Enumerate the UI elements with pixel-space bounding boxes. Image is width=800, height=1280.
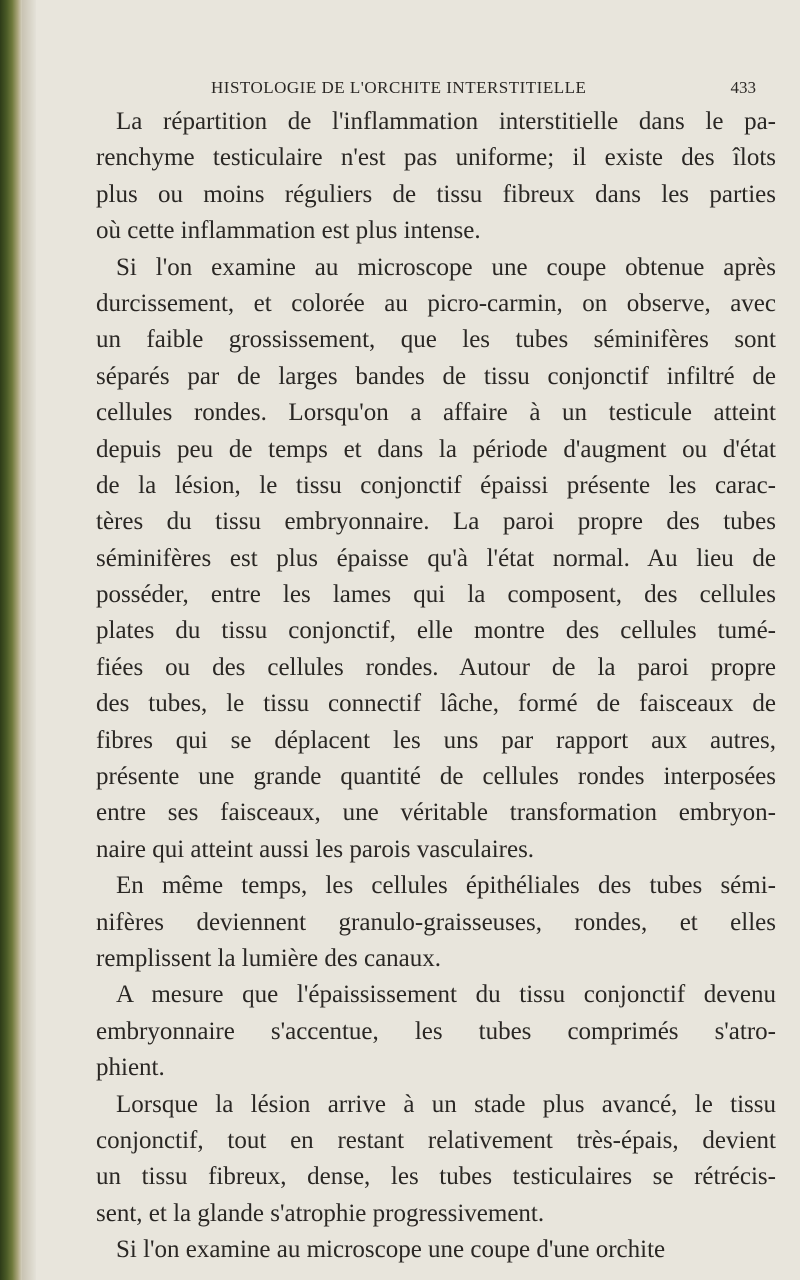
- text-line: sent, et la glande s'atrophie progressivement.: [96, 1199, 545, 1227]
- text-line: conjonctif, tout en restant relativement très-épais, devient: [96, 1126, 776, 1154]
- text-line: En même temps, les cellules épithéliales des tubes sémi-: [116, 872, 776, 900]
- text-line: Si l'on examine au microscope une coupe obtenue après: [116, 253, 776, 281]
- text-line: séparés par de larges bandes de tissu conjonctif infiltré de: [96, 362, 776, 390]
- text-line: cellules rondes. Lorsqu'on a affaire à un testicule atteint: [96, 399, 776, 427]
- text-line: nifères deviennent granulo-graisseuses, rondes, et elles: [96, 908, 776, 936]
- text-line: Si l'on examine au microscope une coupe d'une orchite: [116, 1236, 666, 1264]
- text-line: Lorsque la lésion arrive à un stade plus avancé, le tissu: [116, 1090, 776, 1118]
- text-line: plus ou moins réguliers de tissu fibreux dans les parties: [96, 180, 776, 208]
- body-text: [96, 104, 776, 1269]
- text-line: renchyme testiculaire n'est pas uniforme; il existe des îlots: [96, 144, 776, 172]
- text-line: plates du tissu conjonctif, elle montre des cellules tumé-: [96, 617, 776, 645]
- text-line: depuis peu de temps et dans la période d'augment ou d'état: [96, 435, 776, 463]
- text-line: A mesure que l'épaississement du tissu conjonctif devenu: [116, 981, 776, 1009]
- text-line: remplissent la lumière des canaux.: [96, 944, 442, 972]
- gutter-shadow: [22, 0, 36, 1280]
- running-title: HISTOLOGIE DE L'ORCHITE INTERSTITIELLE: [211, 78, 587, 97]
- text-line: posséder, entre les lames qui la composent, des cellules: [96, 581, 776, 609]
- book-spine-shadow: [0, 0, 22, 1280]
- text-line: un tissu fibreux, dense, les tubes testiculaires se rétrécis-: [96, 1163, 776, 1191]
- text-line: où cette inflammation est plus intense.: [96, 217, 481, 245]
- text-line: entre ses faisceaux, une véritable transformation embryon-: [96, 799, 776, 827]
- page-header: [211, 78, 756, 104]
- text-line: un faible grossissement, que les tubes séminifères sont: [96, 326, 776, 354]
- text-line: présente une grande quantité de cellules rondes interposées: [96, 763, 776, 791]
- text-line: La répartition de l'inflammation interstitielle dans le pa-: [116, 108, 776, 135]
- text-line: des tubes, le tissu connectif lâche, formé de faisceaux de: [96, 690, 776, 718]
- text-line: fiées ou des cellules rondes. Autour de la paroi propre: [96, 653, 776, 681]
- text-line: séminifères est plus épaisse qu'à l'état normal. Au lieu de: [96, 544, 776, 572]
- text-line: de la lésion, le tissu conjonctif épaissi présente les carac-: [96, 471, 776, 499]
- text-line: naire qui atteint aussi les parois vasculaires.: [96, 835, 535, 863]
- book-page: [36, 0, 800, 1280]
- page-number: 433: [730, 78, 756, 97]
- text-line: durcissement, et colorée au picro-carmin, on observe, avec: [96, 289, 776, 317]
- text-line: tères du tissu embryonnaire. La paroi propre des tubes: [96, 508, 776, 536]
- text-line: fibres qui se déplacent les uns par rapport aux autres,: [96, 726, 776, 754]
- text-line: embryonnaire s'accentue, les tubes comprimés s'atro-: [96, 1017, 776, 1045]
- text-line: phient.: [96, 1054, 165, 1082]
